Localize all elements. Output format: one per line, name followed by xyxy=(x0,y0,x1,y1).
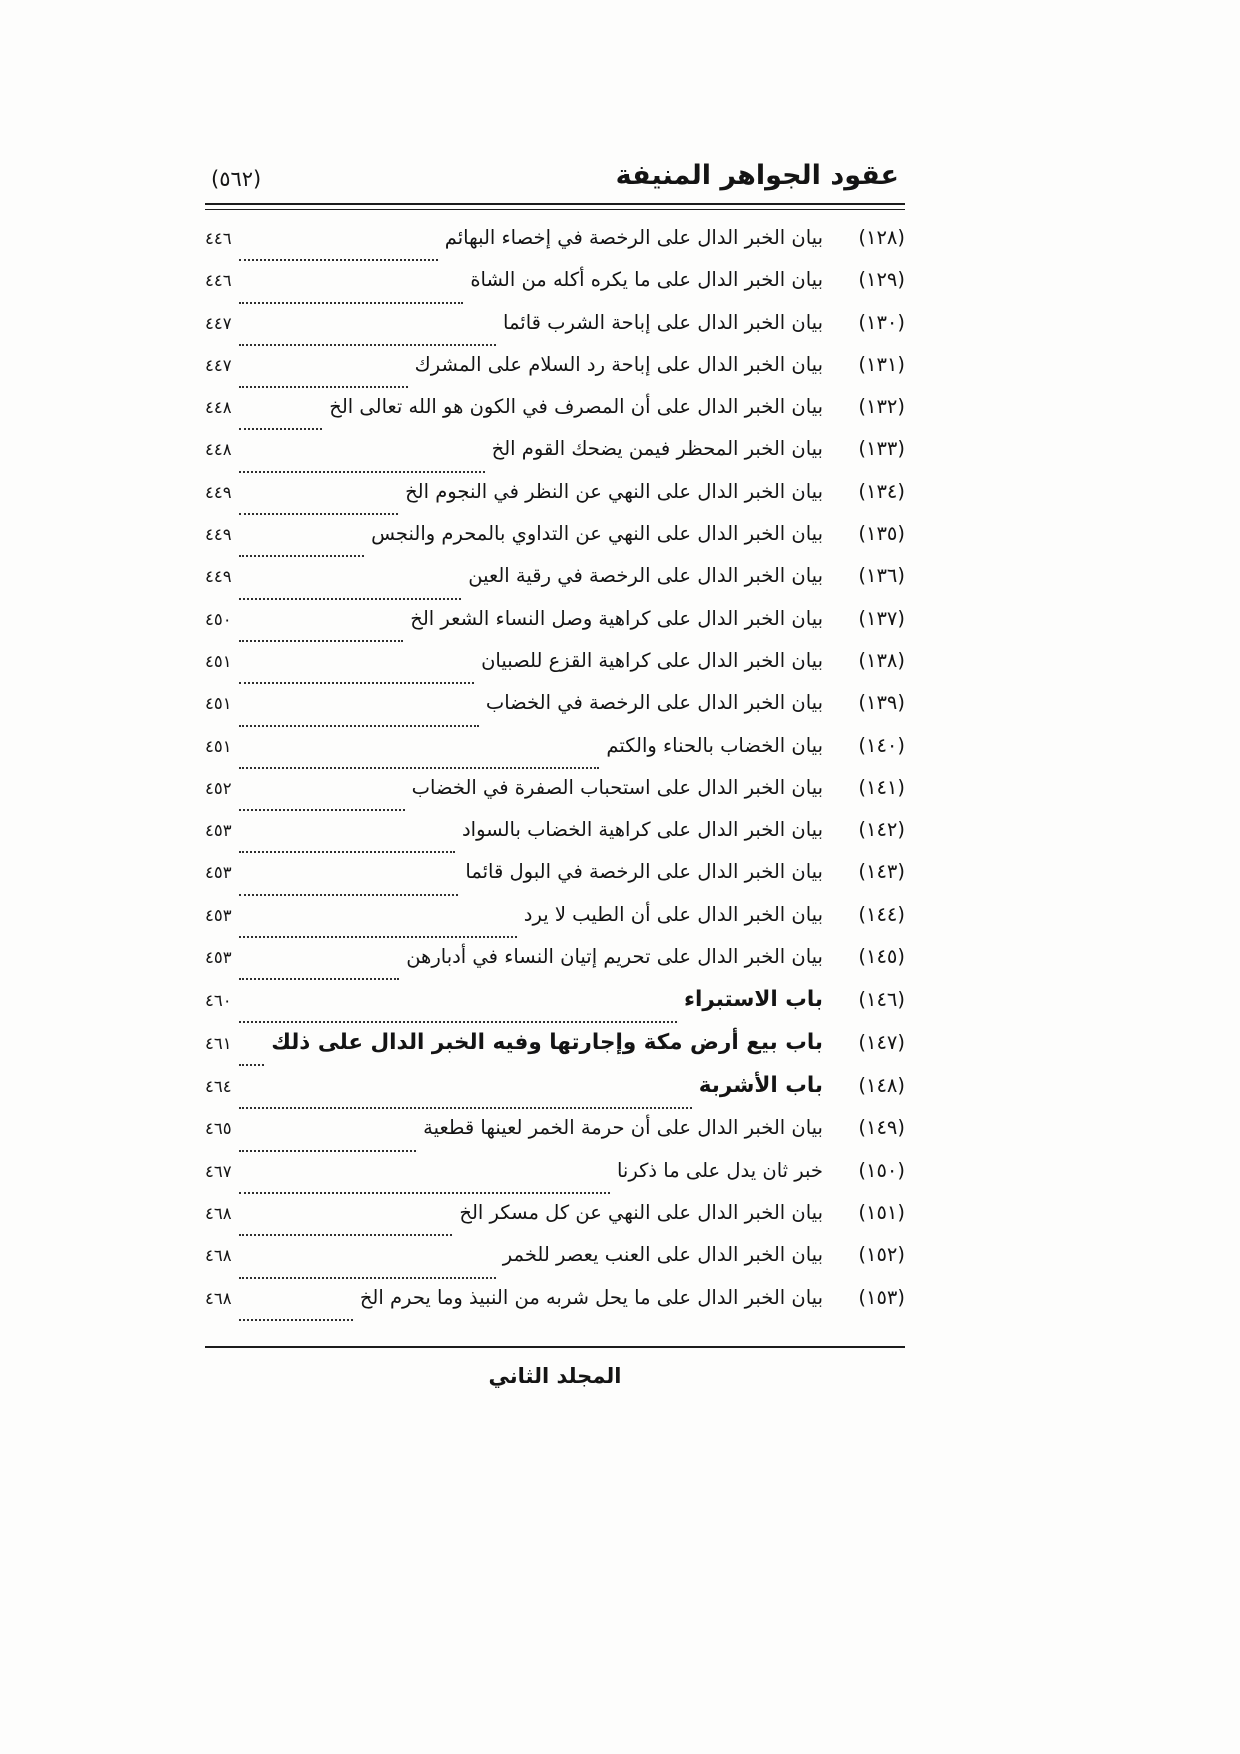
dot-leader xyxy=(239,936,517,938)
entry-page: ٤٥٠ xyxy=(205,609,232,629)
page-number: (٥٦٢) xyxy=(211,167,262,191)
page-content xyxy=(205,160,905,1388)
entry-number: (١٤٢) xyxy=(858,818,905,842)
entry-page: ٤٦٨ xyxy=(205,1288,232,1308)
toc-entry xyxy=(205,395,905,437)
entry-page: ٤٥٣ xyxy=(205,821,232,841)
entry-page: ٤٦١ xyxy=(205,1034,232,1054)
entry-page: ٤٥٣ xyxy=(205,948,232,968)
entry-title: بيان الخبر الدال على الرخصة في رقية العين xyxy=(468,564,823,588)
entry-number: (١٥٠) xyxy=(858,1158,905,1182)
entry-page: ٤٤٦ xyxy=(205,271,232,291)
toc-entry xyxy=(205,691,905,733)
entry-page: ٤٦٥ xyxy=(205,1119,232,1139)
dot-leader xyxy=(239,978,400,980)
toc-entry xyxy=(205,522,905,564)
toc-entry xyxy=(205,1116,905,1158)
dot-leader xyxy=(239,682,474,684)
toc-list xyxy=(205,226,905,1328)
entry-title: بيان الخبر الدال على العنب يعصر للخمر xyxy=(502,1243,823,1267)
entry-number: (١٤٧) xyxy=(858,1031,905,1055)
toc-entry xyxy=(205,311,905,353)
dot-leader xyxy=(239,851,455,853)
entry-page: ٤٥١ xyxy=(205,694,232,714)
page-header xyxy=(205,160,905,203)
entry-number: (١٣٥) xyxy=(858,522,905,546)
header-divider xyxy=(205,203,905,210)
dot-leader xyxy=(239,1064,265,1066)
toc-entry xyxy=(205,1073,905,1116)
toc-entry xyxy=(205,1159,905,1201)
entry-title: بيان الخبر الدال على ما يحل شربه من النبيذ وما يحرم الخ xyxy=(359,1285,823,1309)
entry-title: بيان الخبر الدال على كراهية وصل النساء الشعر الخ xyxy=(410,606,823,630)
toc-entry xyxy=(205,437,905,479)
entry-page: ٤٤٨ xyxy=(205,398,232,418)
entry-page: ٤٥١ xyxy=(205,736,232,756)
volume-label: المجلد الثاني xyxy=(488,1363,622,1388)
entry-title: بيان الخبر الدال على الرخصة في إخصاء البهائم xyxy=(444,226,823,249)
entry-page: ٤٦٠ xyxy=(205,991,232,1011)
entry-number: (١٢٨) xyxy=(858,226,905,249)
entry-title: بيان الخبر الدال على إباحة الشرب قائما xyxy=(503,310,823,334)
entry-title: بيان الخبر الدال على النهي عن النظر في النجوم الخ xyxy=(405,479,823,503)
dot-leader xyxy=(239,555,364,557)
toc-entry xyxy=(205,987,905,1030)
dot-leader xyxy=(239,428,323,430)
toc-entry xyxy=(205,1201,905,1243)
entry-title: بيان الخبر الدال على إباحة رد السلام على المشرك xyxy=(414,352,823,376)
dot-leader xyxy=(239,344,496,346)
entry-number: (١٤٩) xyxy=(858,1116,905,1140)
toc-entry xyxy=(205,480,905,522)
toc-entry xyxy=(205,268,905,310)
entry-number: (١٥٣) xyxy=(858,1285,905,1309)
entry-number: (١٣٢) xyxy=(858,395,905,419)
entry-title: خبر ثان يدل على ما ذكرنا xyxy=(616,1158,823,1182)
dot-leader xyxy=(239,1234,453,1236)
entry-page: ٤٤٩ xyxy=(205,525,232,545)
dot-leader xyxy=(239,767,600,769)
dot-leader xyxy=(239,1107,692,1109)
entry-number: (١٤٨) xyxy=(858,1074,905,1098)
entry-title: بيان الخبر الدال على أن المصرف في الكون هو الله تعالى الخ xyxy=(329,395,823,419)
entry-number: (١٣٦) xyxy=(858,564,905,588)
entry-title: بيان الخبر الدال على تحريم إتيان النساء في أدبارهن xyxy=(406,945,823,969)
dot-leader xyxy=(239,471,485,473)
toc-entry xyxy=(205,353,905,395)
entry-number: (١٥٢) xyxy=(858,1243,905,1267)
entry-page: ٤٥١ xyxy=(205,651,232,671)
dot-leader xyxy=(239,302,464,304)
entry-page: ٤٤٧ xyxy=(205,355,232,375)
entry-number: (١٣٩) xyxy=(858,691,905,715)
toc-entry xyxy=(205,818,905,860)
entry-number: (١٤٠) xyxy=(858,733,905,757)
dot-leader xyxy=(239,598,462,600)
entry-page: ٤٦٤ xyxy=(205,1077,232,1097)
entry-title: بيان الخبر الدال على كراهية الخضاب بالسواد xyxy=(462,818,823,842)
entry-title: بيان الخبر الدال على أن حرمة الخمر لعينها قطعية xyxy=(423,1116,823,1140)
page-footer xyxy=(205,1364,905,1388)
entry-page: ٤٤٩ xyxy=(205,567,232,587)
book-title: عقود الجواهر المنيفة xyxy=(615,160,899,191)
entry-page: ٤٦٧ xyxy=(205,1161,232,1181)
toc-entry xyxy=(205,1286,905,1328)
entry-title: بيان الخبر الدال على كراهية القزع للصبيان xyxy=(481,648,823,672)
entry-number: (١٤٤) xyxy=(858,902,905,926)
entry-number: (١٤٥) xyxy=(858,945,905,969)
entry-title: باب بيع أرض مكة وإجارتها وفيه الخبر الدال على ذلك xyxy=(271,1030,823,1056)
dot-leader xyxy=(239,640,404,642)
entry-page: ٤٥٣ xyxy=(205,905,232,925)
entry-title: بيان الخبر الدال على أن الطيب لا يرد xyxy=(523,902,823,926)
footer-divider xyxy=(205,1346,905,1348)
toc-entry xyxy=(205,945,905,987)
toc-entry xyxy=(205,860,905,902)
entry-page: ٤٦٨ xyxy=(205,1246,232,1266)
entry-title: بيان الخبر الدال على الرخصة في الخضاب xyxy=(485,691,823,715)
dot-leader xyxy=(239,259,438,261)
dot-leader xyxy=(239,894,459,896)
entry-title: بيان الخبر الدال على ما يكره أكله من الشاة xyxy=(470,268,823,292)
entry-page: ٤٤٧ xyxy=(205,313,232,333)
toc-entry xyxy=(205,734,905,776)
entry-page: ٤٤٨ xyxy=(205,440,232,460)
entry-number: (١٤١) xyxy=(858,775,905,799)
dot-leader xyxy=(239,725,479,727)
entry-page: ٤٥٣ xyxy=(205,863,232,883)
dot-leader xyxy=(239,1150,417,1152)
toc-entry xyxy=(205,1030,905,1073)
toc-entry xyxy=(205,776,905,818)
dot-leader xyxy=(239,1319,353,1321)
entry-number: (١٣١) xyxy=(858,352,905,376)
entry-number: (١٣٧) xyxy=(858,606,905,630)
dot-leader xyxy=(239,1021,677,1023)
entry-title: باب الاستبراء xyxy=(683,987,823,1013)
dot-leader xyxy=(239,513,398,515)
entry-number: (١٢٩) xyxy=(858,268,905,292)
entry-title: بيان الخبر الدال على الرخصة في البول قائما xyxy=(465,860,823,884)
entry-page: ٤٦٨ xyxy=(205,1203,232,1223)
entry-number: (١٥١) xyxy=(858,1200,905,1224)
entry-title: بيان الخبر الدال على النهي عن كل مسكر الخ xyxy=(459,1200,823,1224)
entry-title: بيان الخضاب بالحناء والكتم xyxy=(606,733,823,757)
toc-entry xyxy=(205,1243,905,1285)
entry-title: بيان الخبر الدال على النهي عن التداوي بالمحرم والنجس xyxy=(371,522,823,546)
toc-entry xyxy=(205,226,905,268)
entry-page: ٤٥٢ xyxy=(205,778,232,798)
toc-entry xyxy=(205,564,905,606)
entry-title: بيان الخبر المحظر فيمن يضحك القوم الخ xyxy=(491,437,823,461)
entry-number: (١٤٣) xyxy=(858,860,905,884)
entry-title: بيان الخبر الدال على استحباب الصفرة في الخضاب xyxy=(411,775,823,799)
entry-number: (١٣٣) xyxy=(858,437,905,461)
entry-number: (١٣٨) xyxy=(858,648,905,672)
entry-number: (١٣٠) xyxy=(858,310,905,334)
dot-leader xyxy=(239,1277,496,1279)
toc-entry xyxy=(205,607,905,649)
dot-leader xyxy=(239,386,408,388)
dot-leader xyxy=(239,1192,610,1194)
entry-page: ٤٤٩ xyxy=(205,482,232,502)
entry-page: ٤٤٦ xyxy=(205,229,232,248)
entry-title: باب الأشربة xyxy=(698,1073,823,1099)
dot-leader xyxy=(239,809,405,811)
entry-number: (١٣٤) xyxy=(858,479,905,503)
toc-entry xyxy=(205,903,905,945)
toc-entry xyxy=(205,649,905,691)
entry-number: (١٤٦) xyxy=(858,988,905,1012)
